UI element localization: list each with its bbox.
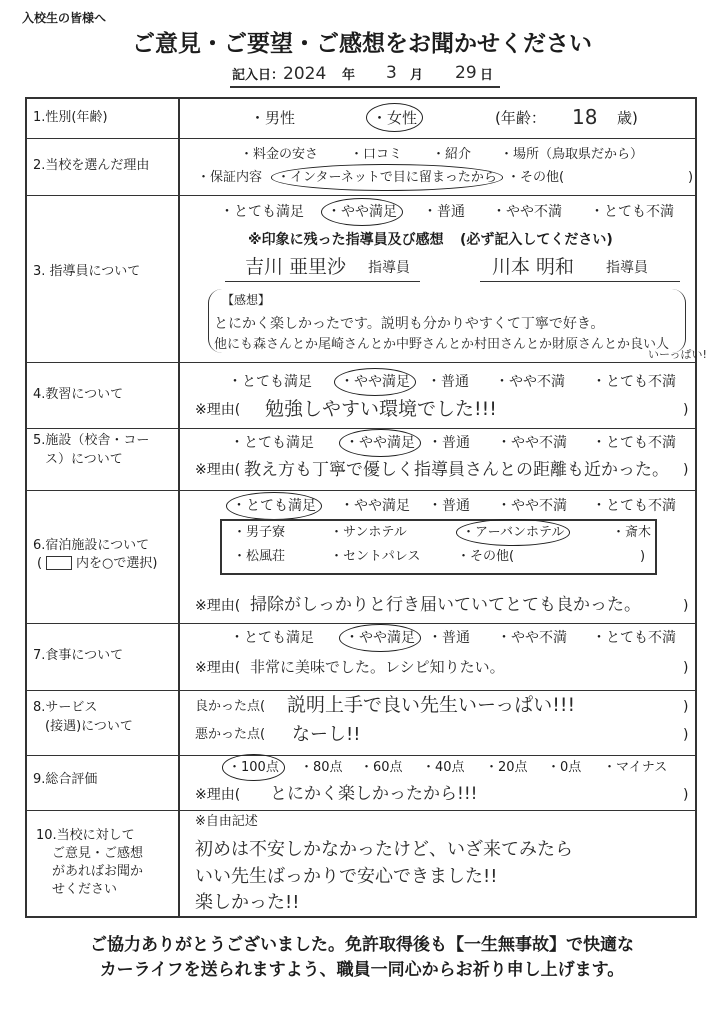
good-points-label: 良かった点( [195, 699, 266, 714]
q2-label: 2.当校を選んだ理由 [33, 158, 150, 173]
rating-option: ・普通 [427, 374, 469, 390]
rating-option: ・とても満足 [230, 630, 314, 646]
rating-option: ・普通 [428, 435, 470, 451]
rating-option: ・やや不満 [495, 374, 565, 390]
reason-option: ・場所（鳥取県だから） [500, 147, 644, 162]
instructor-suffix: 指導員 [606, 260, 648, 276]
comment-label: 【感想】 [222, 293, 271, 307]
q7-label: 7.食事について [33, 648, 124, 663]
rating-option: ・とても満足 [220, 204, 304, 220]
free-text-label: ※自由記述 [195, 814, 258, 829]
reason-option: ・料金の安さ [240, 147, 319, 162]
rating-option: ・やや不満 [497, 435, 567, 451]
row-divider [25, 490, 697, 491]
age-unit: 歳) [617, 109, 638, 127]
handwritten-reason: 教え方も丁寧で優しく指導員さんとの距離も近かった。 [244, 460, 669, 480]
score-option: ・40点 [422, 760, 465, 775]
rating-option: ・普通 [423, 204, 465, 220]
column-divider [178, 97, 180, 918]
handwritten-free-text: いい先生ばっかりで安心できました!! [195, 866, 498, 887]
reason-label: ※理由( [195, 598, 241, 614]
date-year: 2024 [283, 64, 327, 84]
reason-option-other: ・その他( [507, 170, 565, 185]
rating-option: ・とても不満 [592, 630, 676, 646]
rating-option: ・やや満足 [340, 498, 410, 514]
q6-note-open: ( [37, 556, 43, 571]
rating-option: ・とても不満 [592, 435, 676, 451]
row-divider [25, 138, 697, 139]
handwritten-reason: 掃除がしっかりと行き届いていてとても良かった。 [250, 595, 641, 615]
q5-label: 5.施設（校舎・コー [33, 433, 150, 448]
instructor-suffix: 指導員 [368, 260, 410, 276]
reason-close-paren: ) [683, 402, 689, 418]
row-divider [25, 195, 697, 196]
reason-close-paren: ) [683, 660, 689, 676]
score-option: ・0点 [547, 760, 582, 775]
rating-option: ・とても満足 [232, 498, 316, 514]
other-close-paren: ) [688, 170, 694, 185]
date-underline [230, 86, 500, 88]
rating-option: ・普通 [428, 498, 470, 514]
rating-option: ・とても不満 [592, 374, 676, 390]
lodging-option: ・セントパレス [330, 549, 421, 564]
rating-option: ・普通 [428, 630, 470, 646]
date-month: 3 [386, 63, 397, 83]
rating-option: ・やや満足 [345, 630, 415, 646]
other-close-paren: ) [640, 549, 646, 564]
lodging-option: ・斎木 [612, 525, 652, 540]
q8-label: 8.サービス [33, 700, 98, 715]
rating-option: ・とても不満 [592, 498, 676, 514]
handwritten-free-text: 楽しかった!! [195, 892, 300, 913]
date-day-unit: 日 [480, 68, 494, 83]
date-day: 29 [455, 63, 477, 83]
rating-option: ・やや満足 [340, 374, 410, 390]
closing-message: カーライフを送られますよう、職員一同心からお祈り申し上げます。 [99, 960, 625, 980]
lodging-option-other: ・その他( [457, 549, 515, 564]
row-divider [25, 623, 697, 624]
score-option: ・100点 [228, 760, 279, 775]
q3-label: 3. 指導員について [33, 264, 141, 279]
rating-option: ・やや不満 [497, 630, 567, 646]
age-label: (年齢： [495, 109, 546, 127]
date-year-unit: 年 [342, 68, 356, 83]
reason-option: ・紹介 [432, 147, 472, 162]
lodging-option: ・松風荘 [233, 549, 286, 564]
q6-label: 6.宿泊施設について [33, 538, 150, 553]
instructor-prompt-note: (必ず記入してください) [460, 232, 613, 248]
handwritten-bad-points: なーし!! [292, 724, 361, 745]
q10-label: せください [52, 882, 118, 897]
instructor-prompt: ※印象に残った指導員及び感想 [248, 232, 444, 248]
handwritten-reason: 勉強しやすい環境でした!!! [265, 398, 497, 420]
handwritten-comment: いーっぱい! [648, 348, 707, 361]
instructor-underline [480, 281, 680, 282]
handwritten-good-points: 説明上手で良い先生いーっぱい!!! [287, 694, 576, 716]
q1-label: 1.性別(年齢) [33, 110, 108, 125]
instructor-underline [225, 281, 420, 282]
reason-label: ※理由( [195, 660, 241, 676]
age-value: 18 [572, 105, 598, 129]
instructor-name: 川本 明和 [492, 256, 575, 278]
handwritten-free-text: 初めは不安しかなかったけど、いざ来てみたら [195, 839, 573, 860]
score-option: ・60点 [360, 760, 403, 775]
score-option: ・20点 [485, 760, 528, 775]
reason-close-paren: ) [683, 787, 689, 803]
rating-option: ・やや不満 [497, 498, 567, 514]
q8-label: (接遇)について [45, 719, 133, 734]
instructor-name: 吉川 亜里沙 [245, 256, 347, 278]
reason-label: ※理由( [195, 462, 241, 478]
lodging-box [220, 519, 657, 575]
bad-close-paren: ) [683, 727, 689, 743]
row-divider [25, 428, 697, 429]
handwritten-comment: 他にも森さんとか尾崎さんとか中野さんとか村田さんとか財原さんとか良い人 [214, 337, 670, 352]
q9-label: 9.総合評価 [33, 772, 98, 787]
row-divider [25, 810, 697, 811]
date-month-unit: 月 [410, 68, 424, 83]
rating-option: ・とても満足 [230, 435, 314, 451]
date-label: 記入日： [232, 68, 285, 83]
q5-label: ス）について [45, 452, 123, 467]
rating-option: ・とても不満 [590, 204, 674, 220]
bad-points-label: 悪かった点( [195, 727, 266, 742]
lodging-option: ・サンホテル [330, 525, 407, 540]
reason-label: ※理由( [195, 787, 241, 803]
rating-option: ・とても満足 [228, 374, 312, 390]
closing-message: ご協力ありがとうございました。免許取得後も【一生無事故】で快適な [90, 935, 634, 955]
reason-close-paren: ) [683, 462, 689, 478]
handwritten-comment: とにかく楽しかったです。説明も分かりやすくて丁寧で好き。 [214, 316, 605, 332]
q4-label: 4.教習について [33, 387, 124, 402]
reason-option: ・保証内容 [197, 170, 263, 185]
good-close-paren: ) [683, 699, 689, 715]
q6-note: 内を○で選択) [76, 556, 158, 571]
score-option: ・マイナス [603, 760, 668, 775]
handwritten-reason: とにかく楽しかったから!!! [270, 784, 478, 804]
gender-option: ・男性 [250, 109, 296, 127]
row-divider [25, 755, 697, 756]
q10-label: 10.当校に対して [36, 828, 135, 843]
rating-option: ・やや満足 [327, 204, 397, 220]
rating-option: ・やや満足 [345, 435, 415, 451]
reason-option: ・口コミ [350, 147, 403, 162]
q10-label: があればお聞か [52, 864, 144, 879]
handwritten-reason: 非常に美味でした。レシピ知りたい。 [250, 658, 505, 676]
lodging-option: ・アーバンホテル [462, 525, 565, 540]
reason-close-paren: ) [683, 598, 689, 614]
reason-label: ※理由( [195, 402, 241, 418]
row-divider [25, 362, 697, 363]
greeting: 入校生の皆様へ [22, 11, 107, 25]
reason-option: ・インターネットで目に留まったから [277, 170, 497, 185]
q10-label: ご意見・ご感想 [52, 846, 144, 861]
selection-box-icon [46, 556, 72, 570]
row-divider [25, 690, 697, 691]
form-title: ご意見・ご要望・ご感想をお聞かせください [132, 31, 592, 57]
gender-option: ・女性 [372, 109, 418, 127]
lodging-option: ・男子寮 [233, 525, 286, 540]
score-option: ・80点 [300, 760, 343, 775]
rating-option: ・やや不満 [492, 204, 562, 220]
